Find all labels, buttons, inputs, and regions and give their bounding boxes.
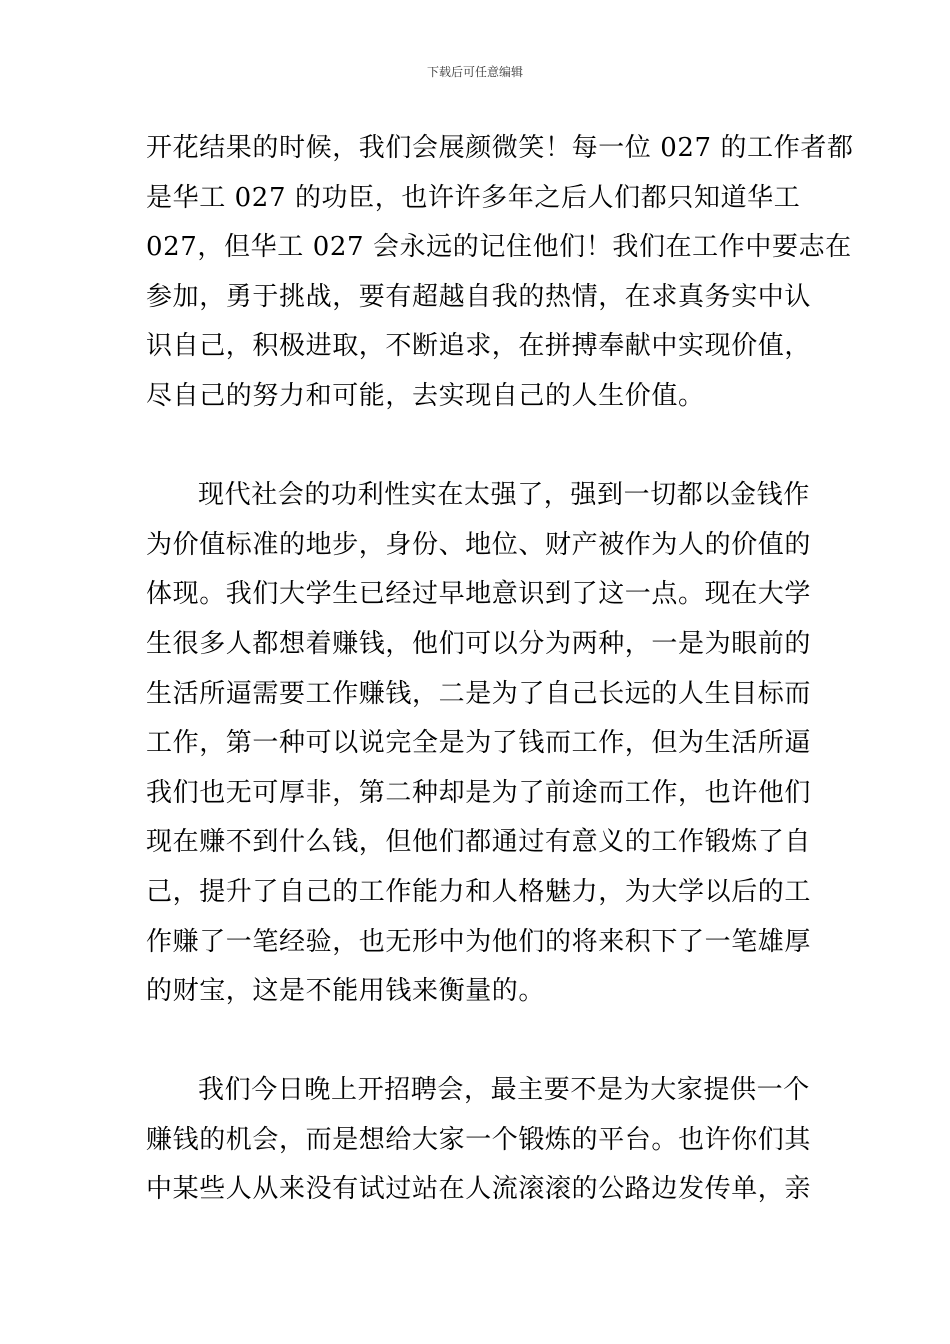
page-header: 下载后可任意编辑 bbox=[426, 65, 523, 79]
paragraph-gap bbox=[146, 422, 816, 472]
paragraph-2 bbox=[146, 471, 816, 1017]
text-line: 现在赚不到什么钱，但他们都通过有意义的工作锻炼了自 bbox=[146, 827, 812, 858]
text-line: 参加，勇于挑战，要有超越自我的热情，在求真务实中认 bbox=[146, 281, 812, 312]
text-line: 的财宝，这是不能用钱来衡量的。 bbox=[146, 976, 546, 1007]
paragraph-3 bbox=[146, 1066, 816, 1215]
paragraph-1 bbox=[146, 124, 854, 422]
document-body bbox=[146, 124, 854, 1215]
text-line: 赚钱的机会，而是想给大家一个锻炼的平台。也许你们其 bbox=[146, 1124, 812, 1155]
text-line: 中某些人从来没有试过站在人流滚滚的公路边发传单，亲 bbox=[146, 1174, 812, 1205]
text-line: 开花结果的时候，我们会展颜微笑！每一位 027 的工作者都 bbox=[146, 133, 854, 163]
text-line: 识自己，积极进取，不断追求，在拼搏奉献中实现价值， bbox=[146, 331, 812, 362]
text-line: 为价值标准的地步，身份、地位、财产被作为人的价值的 bbox=[146, 529, 812, 560]
text-line: 我们今日晚上开招聘会，最主要不是为大家提供一个 bbox=[198, 1075, 810, 1106]
text-line: 生很多人都想着赚钱，他们可以分为两种，一是为眼前的 bbox=[146, 628, 812, 659]
paragraph-gap bbox=[146, 1017, 816, 1067]
text-line: 工作，第一种可以说完全是为了钱而工作，但为生活所逼 bbox=[146, 728, 812, 759]
text-line: 是华工 027 的功臣，也许许多年之后人们都只知道华工 bbox=[146, 182, 801, 213]
text-line: 体现。我们大学生已经过早地意识到了这一点。现在大学 bbox=[146, 579, 812, 610]
text-line: 现代社会的功利性实在太强了，强到一切都以金钱作 bbox=[198, 480, 810, 511]
text-line: 027，但华工 027 会永远的记住他们！我们在工作中要志在 bbox=[146, 232, 852, 263]
text-line: 己，提升了自己的工作能力和人格魅力，为大学以后的工 bbox=[146, 876, 812, 907]
text-line: 生活所逼需要工作赚钱，二是为了自己长远的人生目标而 bbox=[146, 678, 812, 709]
text-line: 作赚了一笔经验，也无形中为他们的将来积下了一笔雄厚 bbox=[146, 926, 812, 957]
text-line: 尽自己的努力和可能，去实现自己的人生价值。 bbox=[146, 380, 705, 411]
text-line: 我们也无可厚非，第二种却是为了前途而工作，也许他们 bbox=[146, 777, 812, 808]
